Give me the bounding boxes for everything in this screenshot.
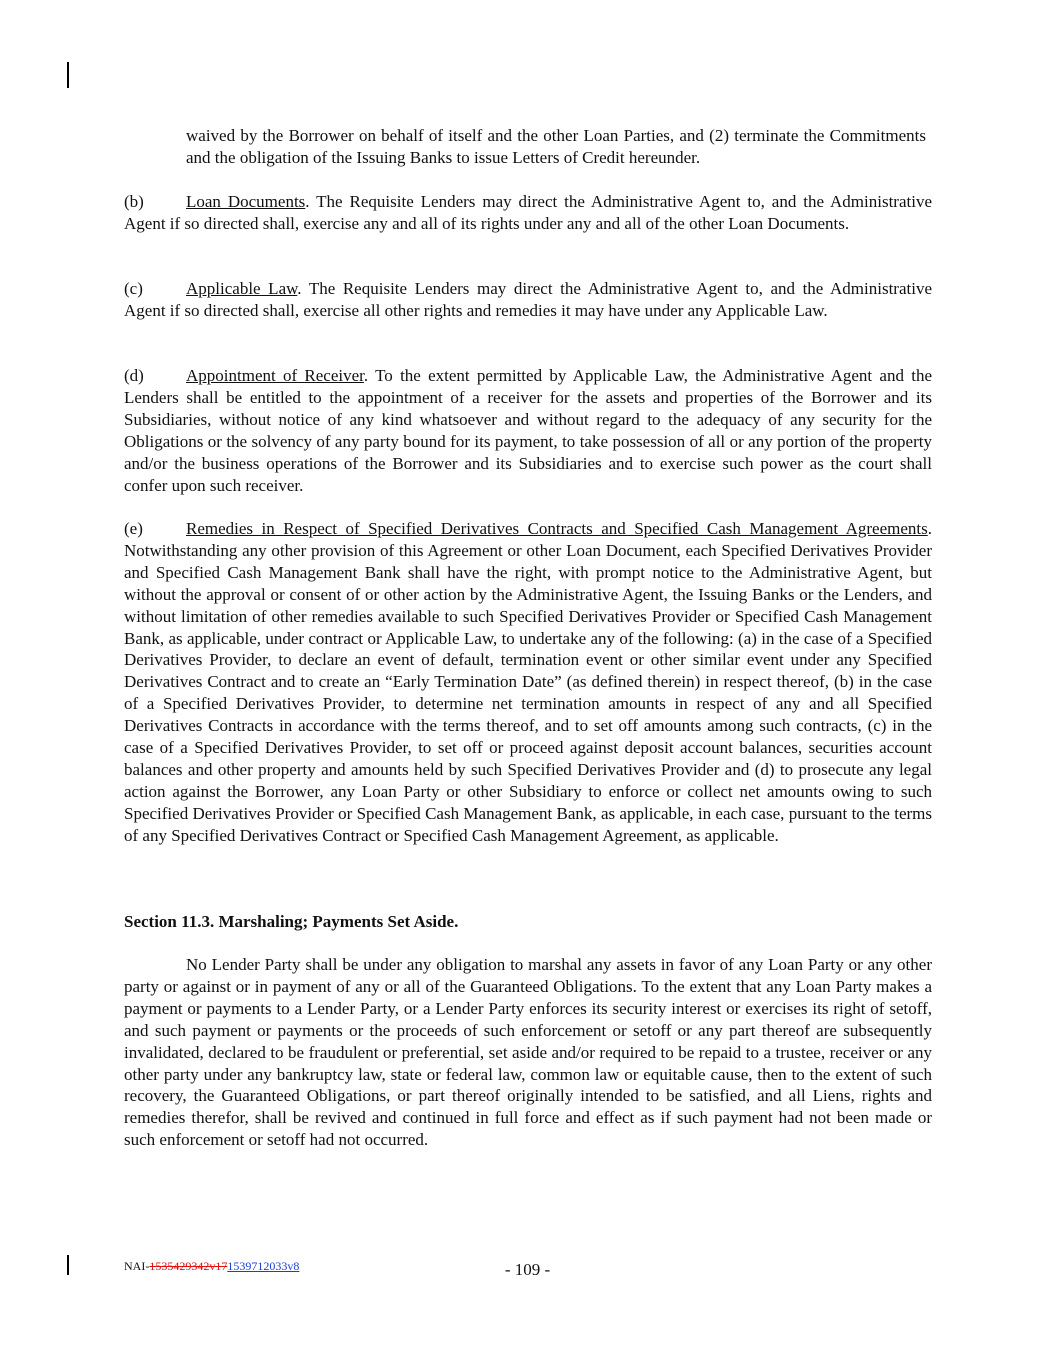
paragraph-d (124, 365, 932, 496)
paragraph-b-label: (b) (124, 192, 144, 211)
paragraph-c-title: Applicable Law (186, 279, 298, 298)
paragraph-c-text: . The Requisite Lenders may direct the Administrative Agent to, and the Administrative Agent if so directed shall, exercise all other rights and remedies it may have under any Applicable Law. (124, 279, 932, 320)
paragraph-c-label: (c) (124, 279, 143, 298)
paragraph-d-title: Appointment of Receiver (186, 366, 364, 385)
document-id-deleted: 1535429342v17 (149, 1259, 228, 1273)
section-heading: Section 11.3. Marshaling; Payments Set Aside. (124, 912, 459, 931)
document-id-prefix: NAI- (124, 1259, 150, 1273)
paragraph-e-text: . Notwithstanding any other provision of this Agreement or other Loan Document, each Specified Derivatives Provider and Specified Cash Management Bank shall have the right, with prompt notice to the Administrative Agent, but without the approval or consent of or other action by the Administrative Agent, the Issuing Banks or the Lenders, and without limitation of other remedies available to such Specified Derivatives Provider or Specified Cash Management Bank, as applicable, under contract or Applicable Law, to undertake any of the following: (a) in the case of a Specified Derivatives Provider, to declare an event of default, termination event or other similar event under any Specified Derivatives Contract and to create an “Early Termination Date” (as defined therein) in respect thereof, (b) in the case of a Specified Derivatives Provider, to determine net termination amounts in respect of any and all Specified Derivatives Contracts in accordance with the terms thereof, and to set off amounts among such contracts, (c) in the case of a Specified Derivatives Provider, to set off or proceed against deposit account balances, securities account balances and other property and amounts held by such Specified Derivatives Provider and (d) to prosecute any legal action against the Borrower, any Loan Party or other Subsidiary to enforce or collect net amounts owing to such Specified Derivatives Provider or Specified Cash Management Bank, as applicable, in each case, pursuant to the terms of any Specified Derivatives Contract or Specified Cash Management Agreement, as applicable. (124, 519, 932, 845)
paragraph-b-title: Loan Documents (186, 192, 306, 211)
paragraph-e (124, 518, 932, 847)
document-id-inserted: 1539712033v8 (227, 1259, 300, 1273)
paragraph-e-label: (e) (124, 519, 143, 538)
paragraph-e-title: Remedies in Respect of Specified Derivatives Contracts and Specified Cash Management Agreements (186, 519, 928, 538)
paragraph-d-label: (d) (124, 366, 144, 385)
paragraph-b (124, 191, 932, 235)
paragraph-b-text: . The Requisite Lenders may direct the Administrative Agent to, and the Administrative Agent if so directed shall, exercise any and all of its rights under any and all of the other Loan Documents. (124, 192, 933, 233)
paragraph-d-text: . To the extent permitted by Applicable Law, the Administrative Agent and the Lenders shall be entitled to the appointment of a receiver for the assets and properties of the Borrower and its Subsidiaries, without notice of any kind whatsoever and without regard to the adequacy of any security for the Obligations or the solvency of any party bound for its payment, to take possession of all or any portion of the property and/or the business operations of the Borrower and its Subsidiaries and to exercise such power as the court shall confer upon such receiver. (124, 366, 932, 495)
paragraph-a-continuation: waived by the Borrower on behalf of itself and the other Loan Parties, and (2) terminate the Commitments and the obligation of the Issuing Banks to issue Letters of Credit hereunder. (186, 126, 926, 167)
section-body: No Lender Party shall be under any obligation to marshal any assets in favor of any Loan Party or any other party or against or in payment of any or all of the Guaranteed Obligations. To the extent that any Loan Party makes a payment or payments to a Lender Party, or a Lender Party enforces its security interest or exercises its right of setoff, and such payment or payments or the proceeds of such enforcement or setoff or any part thereof are subsequently invalidated, declared to be fraudulent or preferential, set aside and/or required to be repaid to a trustee, receiver or any other party under any bankruptcy law, state or federal law, common law or equitable cause, then to the extent of such recovery, the Guaranteed Obligations, or part thereof originally intended to be satisfied, and all Liens, rights and remedies therefor, shall be revived and continued in full force and effect as if such payment had not been made or such enforcement or setoff had not occurred. (124, 955, 932, 1150)
change-bar-top (67, 62, 69, 88)
page-number: - 109 - (504, 1260, 551, 1279)
paragraph-c (124, 278, 932, 322)
